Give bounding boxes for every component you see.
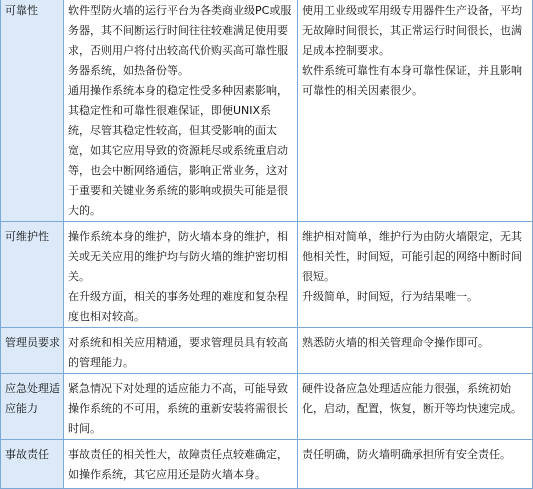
row-label-emergency-response [1,374,64,440]
hardware-firewall-cell [298,328,533,374]
row-label-accountability [1,440,64,489]
cell-paragraph: 责任明确，防火墙明确承担所有安全责任。 [302,448,511,461]
software-firewall-cell [64,0,298,222]
hardware-firewall-cell [298,0,533,222]
row-label-reliability [1,0,64,222]
table-row [1,440,533,489]
row-label-text: 管理员要求 [5,336,60,349]
cell-paragraph: 熟悉防火墙的相关管理命令操作即可。 [302,336,489,349]
table-row [1,0,533,222]
cell-paragraph: 紧急情况下对处理的适应能力不高，可能导致操作系统的不可用，系统的重新安装将需很长时间。 [68,382,288,435]
cell-paragraph: 硬件设备应急处理适应能力很强，系统初始化，启动，配置，恢复，断开等均快速完成。 [302,382,522,415]
hardware-firewall-cell [298,222,533,328]
hardware-firewall-cell [298,440,533,489]
row-label-text: 事故责任 [5,448,49,461]
software-firewall-cell [64,222,298,328]
software-firewall-cell [64,440,298,489]
table-row [1,328,533,374]
cell-paragraph: 使用工业级或军用级专用器件生产设备，平均无故障时间很长，其正常运行时间很长，也满足成本控制要求。 [302,4,522,57]
table-row [1,374,533,440]
cell-paragraph: 通用操作系统本身的稳定性受多种因素影响，其稳定性和可靠性很难保证，即便UNIX系统，尽管其稳定性较高，但其受影响的面太宽，如其它应用导致的资源耗尽或系统重启动等，也会中断网络通信，影响正常业务，这对于重要和关键业务系统的影响或损失可能是很大的。 [68,84,288,217]
row-label-text: 可维护性 [5,230,49,243]
row-label-admin-requirements [1,328,64,374]
row-label-text: 应急处理适应能力 [5,382,60,415]
row-label-maintainability [1,222,64,328]
cell-paragraph: 维护相对简单，维护行为由防火墙限定，无其他相关性，时间短，可能引起的网络中断时间很短。 [302,230,522,283]
cell-paragraph: 升级简单，时间短，行为结果唯一。 [302,290,478,303]
cell-paragraph: 操作系统本身的维护，防火墙本身的维护，相关或无关应用的维护均与防火墙的维护密切相关。 [68,230,288,283]
cell-paragraph: 软件型防火墙的运行平台为各类商业级PC或服务器，其不间断运行时间往往较难满足使用要求，否则用户将付出较高代价购买高可靠性服务器系统，如热备份等。 [68,4,292,77]
hardware-firewall-cell [298,374,533,440]
software-firewall-cell [64,328,298,374]
row-label-text: 可靠性 [5,4,38,17]
cell-paragraph: 在升级方面，相关的事务处理的难度和复杂程度也相对较高。 [68,290,288,323]
table-row [1,222,533,328]
cell-paragraph: 事故责任的相关性大，故障责任点较难确定，如操作系统，其它应用还是防火墙本身。 [68,448,288,481]
cell-paragraph: 软件系统可靠性有本身可靠性保证，并且影响可靠性的相关因素很少。 [302,64,522,97]
cell-paragraph: 对系统和相关应用精通，要求管理员具有较高的管理能力。 [68,336,288,369]
software-firewall-cell [64,374,298,440]
